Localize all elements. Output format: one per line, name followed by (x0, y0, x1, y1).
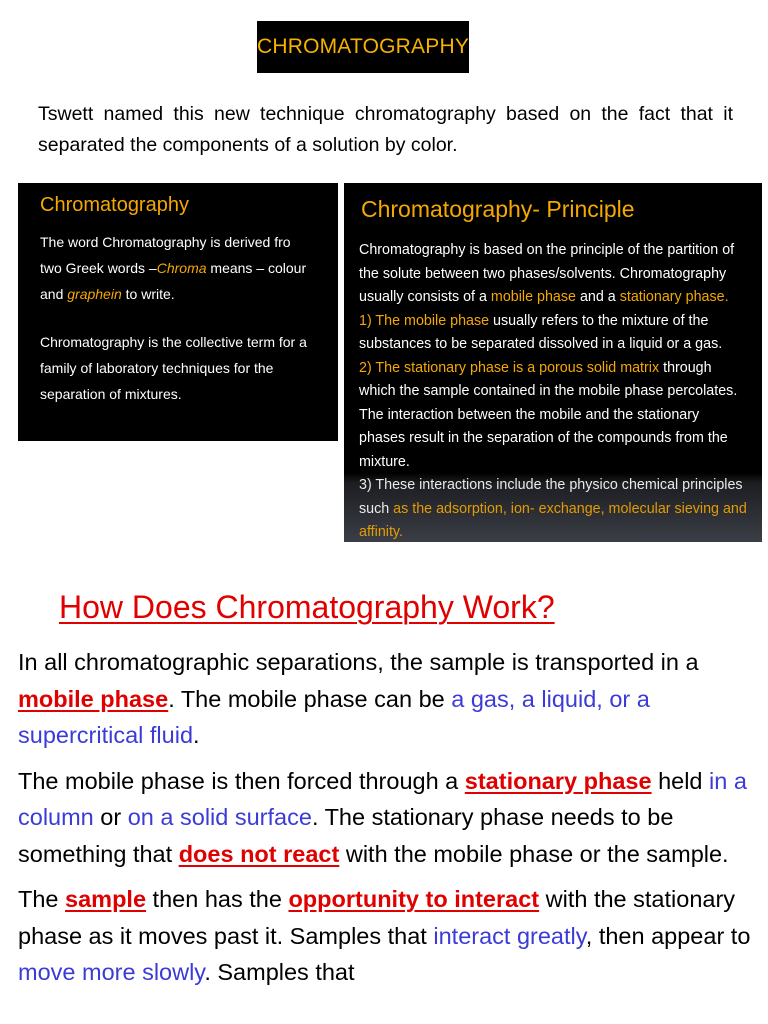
definition-heading: Chromatography (40, 194, 189, 216)
page-title: CHROMATOGRAPHY (257, 21, 469, 73)
text-span: . The mobile phase can be (168, 685, 452, 712)
graphein-term: graphein (67, 286, 122, 302)
explanation-body (18, 644, 758, 1000)
mobile-phase-highlight: 1) The mobile phase (359, 312, 490, 329)
paragraph-mobile-phase (18, 644, 758, 754)
interactions-text: 3) These interactions include the physico chemical principles such (359, 477, 743, 517)
section-heading: How Does Chromatography Work? (59, 589, 555, 625)
text-span: . The stationary phase needs to be something that (18, 804, 674, 867)
stationary-phase-point (359, 357, 747, 475)
stationary-phase-emphasis: stationary phase (464, 767, 652, 794)
stationary-phase-highlight: 2) The stationary phase is a porous solid matrix (359, 359, 660, 376)
mobile-phase-point (359, 310, 747, 357)
etymology-part: The word Chromatography is derived fro two Greek words – (40, 234, 291, 276)
surface-location: on a solid surface (127, 804, 312, 830)
stationary-phase-detail: through which the sample contained in the mobile phase percolates. The interaction between the mobile and the stationary phases result in the separation of the compounds from the mixture. (359, 359, 738, 470)
chroma-term: Chroma (156, 260, 207, 276)
principle-panel (344, 183, 762, 542)
etymology-part: means – colour and (40, 260, 307, 302)
principle-part: Chromatography is based on the principle of the partition of the solute between two phases/solvents. Chromatography usually consists of a (359, 242, 735, 305)
interactions-point (359, 474, 747, 545)
interactions-highlight: as the adsorption, ion- exchange, molecular sieving and affinity. (359, 500, 747, 540)
principle-heading: Chromatography- Principle (361, 196, 635, 222)
text-span: or (93, 804, 128, 830)
collective-term-text: Chromatography is the collective term for a family of laboratory techniques for the separation of mixtures. (40, 334, 307, 402)
etymology-text (40, 229, 316, 307)
interact-emphasis: opportunity to interact (288, 886, 540, 912)
mobile-phase-term: mobile phase (490, 289, 576, 305)
text-span: . (193, 722, 200, 748)
text-span: , then appear to (585, 922, 751, 949)
mobile-phase-types: a gas, a liquid, or a supercritical fluid (18, 685, 650, 748)
definition-panel (18, 183, 338, 441)
intro-paragraph: Tswett named this new technique chromatography based on the fact that it separated the components of a solution by color. (38, 103, 733, 156)
move-slowly: move more slowly (18, 959, 205, 985)
text-span: The mobile phase is then forced through a (18, 767, 465, 794)
mobile-phase-detail: usually refers to the mixture of the substances to be separated dissolved in a liquid or a gas. (359, 312, 723, 352)
principle-text (359, 239, 747, 310)
interact-greatly: interact greatly (433, 922, 586, 949)
paragraph-stationary-phase (18, 763, 758, 873)
no-reaction-emphasis: does not react (178, 840, 340, 867)
column-location: in a column (18, 767, 747, 830)
text-span: held (651, 767, 710, 794)
mobile-phase-emphasis: mobile phase (18, 685, 169, 712)
sample-emphasis: sample (65, 886, 147, 912)
text-span: . Samples that (204, 959, 355, 985)
text-span: then has the (146, 886, 289, 912)
text-span: The (18, 886, 66, 912)
text-span: In all chromatographic separations, the sample is transported in a (18, 649, 699, 675)
text-span: with the stationary phase as it moves past it. Samples that (18, 886, 736, 949)
paragraph-sample-interaction (18, 881, 758, 991)
text-span: with the mobile phase or the sample. (339, 840, 729, 867)
principle-part: and a (575, 289, 620, 305)
stationary-phase-term: stationary phase. (619, 289, 729, 305)
etymology-part: to write. (121, 286, 175, 302)
